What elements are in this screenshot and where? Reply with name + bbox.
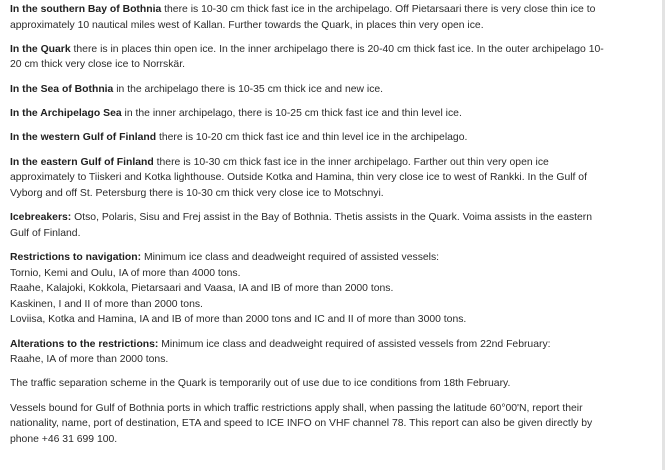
paragraph-text: approximately to Tiiskeri and Kotka lighthouse. Outside Kotka and Hamina, thin very close ice to west of Rankki. In the Gulf of [10, 172, 587, 184]
paragraph-text: Minimum ice class and deadweight required of assisted vessels: [141, 251, 440, 263]
paragraph-text: there is 10-20 cm thick fast ice and thin level ice in the archipelago. [156, 132, 468, 144]
paragraph-text: in the inner archipelago, there is 10-25 cm thick fast ice and thin level ice. [121, 108, 462, 120]
region-heading-eastern-gulf-of-finland: In the eastern Gulf of Finland [10, 156, 154, 168]
region-heading-southern-bay-of-bothnia: In the southern Bay of Bothnia [10, 4, 162, 15]
paragraph-text: there is in places thin open ice. In the inner archipelago there is 20-40 cm thick fast ice. In the outer archipelago 10- [70, 43, 604, 55]
section-heading-alterations: Alterations to the restrictions: [10, 338, 159, 350]
section-heading-restrictions: Restrictions to navigation: [10, 251, 142, 263]
restriction-item: Loviisa, Kotka and Hamina, IA and IB of more than 2000 tons and IC and II of more than 3000 tons. [10, 314, 467, 326]
paragraph-reporting [10, 401, 655, 448]
paragraph-southern-bay-of-bothnia [10, 2, 655, 33]
paragraph-restrictions [10, 250, 655, 328]
paragraph-eastern-gulf-of-finland [10, 155, 655, 202]
paragraph-western-gulf-of-finland [10, 130, 655, 146]
section-heading-icebreakers: Icebreakers: [10, 212, 72, 224]
paragraph-sea-of-bothnia [10, 82, 655, 98]
paragraph-alterations [10, 337, 655, 368]
paragraph-archipelago-sea [10, 106, 655, 122]
paragraph-quark [10, 42, 655, 73]
paragraph-text: phone +46 31 699 100. [10, 433, 118, 445]
region-heading-quark: In the Quark [10, 43, 71, 55]
region-heading-archipelago-sea: In the Archipelago Sea [10, 108, 122, 120]
paragraph-text: there is 10-30 cm thick fast ice in the archipelago. Off Pietarsaari there is very close thin ice to [161, 4, 596, 15]
paragraph-text: 20 cm thick very close ice to Norrskär. [10, 59, 185, 71]
paragraph-text: Otso, Polaris, Sisu and Frej assist in the Bay of Bothnia. Thetis assists in the Quark. Voima assists in the eastern [71, 212, 592, 224]
paragraph-text: approximately 10 nautical miles west of Kallan. Further towards the Quark, in places thin very open ice. [10, 19, 484, 31]
paragraph-text: Vyborg and off St. Petersburg there is 10-30 cm thick very close ice to Motschnyi. [10, 187, 384, 199]
restriction-item: Tornio, Kemi and Oulu, IA of more than 4000 tons. [10, 267, 241, 279]
region-heading-western-gulf-of-finland: In the western Gulf of Finland [10, 132, 157, 144]
region-heading-sea-of-bothnia: In the Sea of Bothnia [10, 83, 114, 95]
paragraph-text: Vessels bound for Gulf of Bothnia ports in which traffic restrictions apply shall, when passing the latitude 60°00'N, report their [10, 402, 583, 414]
paragraph-traffic-separation [10, 376, 655, 392]
paragraph-text: Gulf of Finland. [10, 227, 81, 239]
restriction-item: Kaskinen, I and II of more than 2000 tons. [10, 298, 203, 310]
restriction-item: Raahe, Kalajoki, Kokkola, Pietarsaari and Vaasa, IA and IB of more than 2000 tons. [10, 283, 394, 295]
paragraph-icebreakers [10, 210, 655, 241]
paragraph-text: in the archipelago there is 10-35 cm thick ice and new ice. [113, 83, 384, 95]
paragraph-text: Raahe, IA of more than 2000 tons. [10, 354, 169, 366]
paragraph-text: there is 10-30 cm thick fast ice in the inner archipelago. Farther out thin very open ice [153, 156, 549, 168]
paragraph-text: nationality, name, port of destination, ETA and speed to ICE INFO on VHF channel 78. This report can also be given directly by [10, 418, 593, 430]
paragraph-text: The traffic separation scheme in the Quark is temporarily out of use due to ice conditions from 18th February. [10, 378, 511, 390]
paragraph-text: Minimum ice class and deadweight required of assisted vessels from 22nd February: [158, 338, 551, 350]
